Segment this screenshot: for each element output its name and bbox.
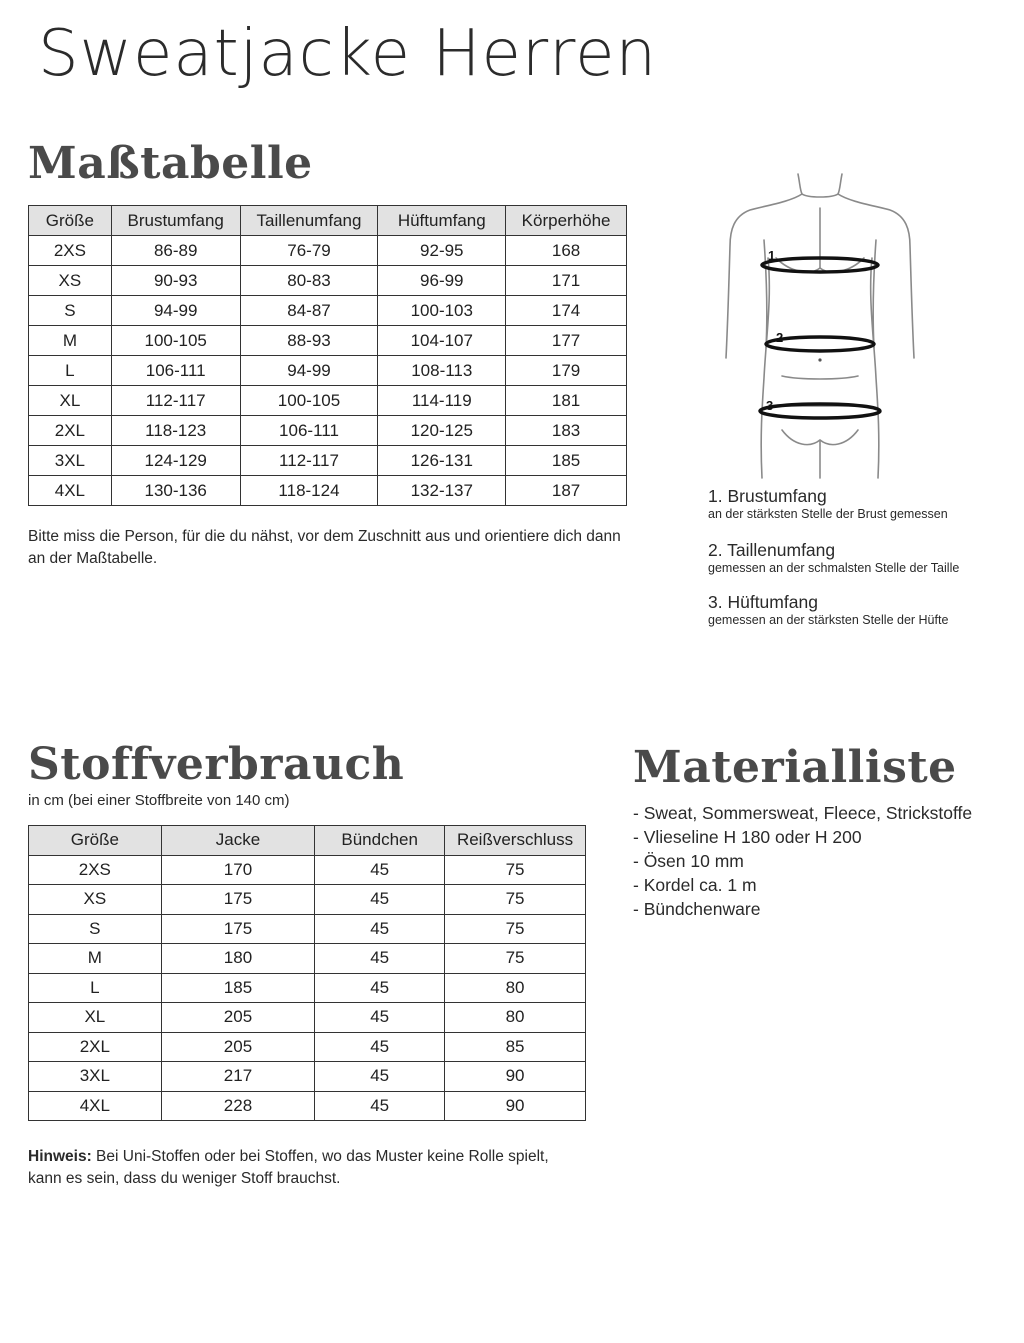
table-row [29,386,627,416]
table-cell: 130-136 [111,476,240,506]
table-row [29,476,627,506]
table-cell: 100-105 [240,386,378,416]
table-cell: L [29,973,162,1003]
table-cell: 187 [506,476,627,506]
table-cell: 80-83 [240,266,378,296]
table-cell: 94-99 [111,296,240,326]
torso-outline [726,174,914,478]
page-title: Sweatjacke Herren [38,17,657,91]
table-cell: 185 [161,973,315,1003]
table-cell: 174 [506,296,627,326]
table-row [29,1032,586,1062]
table-cell: 76-79 [240,236,378,266]
legend-item-chest [708,486,948,522]
table-cell: 132-137 [378,476,506,506]
materials-list [633,801,972,921]
column-header: Größe [29,826,162,856]
fabric-subtitle: in cm (bei einer Stoffbreite von 140 cm) [28,792,290,809]
table-cell: 75 [445,885,586,915]
table-header-row [29,826,586,856]
table-cell: M [29,944,162,974]
legend-item-hip [708,592,948,628]
table-cell: 181 [506,386,627,416]
table-cell: 180 [161,944,315,974]
table-cell: 171 [506,266,627,296]
fabric-usage-table [28,825,586,1121]
table-row [29,416,627,446]
table-cell: 45 [315,914,445,944]
legend-desc: gemessen an der schmalsten Stelle der Taille [708,561,960,575]
legend-item-waist [708,540,959,576]
table-row [29,236,627,266]
hint-label: Hinweis: [28,1148,92,1165]
table-row [29,1062,586,1092]
table-cell: 168 [506,236,627,266]
table-cell: 108-113 [378,356,506,386]
table-cell: 85 [445,1032,586,1062]
table-row [29,973,586,1003]
table-cell: 45 [315,1032,445,1062]
fabric-heading: Stoffverbrauch [28,739,405,790]
table-cell: 2XL [29,416,112,446]
table-row [29,356,627,386]
table-cell: 80 [445,1003,586,1033]
table-row [29,855,586,885]
size-chart-heading: Maßtabelle [28,138,313,189]
material-item: - Bündchenware [633,899,761,919]
table-cell: 228 [161,1091,315,1121]
table-row [29,885,586,915]
table-cell: 2XS [29,236,112,266]
table-cell: 185 [506,446,627,476]
table-cell: S [29,914,162,944]
table-cell: 45 [315,855,445,885]
column-header: Reißverschluss [445,826,586,856]
column-header: Taillenumfang [240,206,378,236]
table-cell: 45 [315,1062,445,1092]
material-item: - Sweat, Sommersweat, Fleece, Strickstoffe [633,803,973,823]
table-cell: 175 [161,885,315,915]
table-cell: 4XL [29,476,112,506]
legend-title: 3. Hüftumfang [708,592,818,612]
navel-dot [818,358,821,361]
table-cell: 90-93 [111,266,240,296]
table-cell: XL [29,1003,162,1033]
table-cell: 106-111 [240,416,378,446]
table-cell: 170 [161,855,315,885]
table-cell: 3XL [29,446,112,476]
column-header: Größe [29,206,112,236]
table-cell: 205 [161,1003,315,1033]
table-cell: 45 [315,1003,445,1033]
table-cell: 84-87 [240,296,378,326]
size-chart-table [28,205,627,506]
table-cell: S [29,296,112,326]
table-cell: 100-105 [111,326,240,356]
material-item: - Kordel ca. 1 m [633,875,757,895]
marker-3: 3 [766,398,774,413]
table-cell: 45 [315,973,445,1003]
materials-heading: Materialliste [633,742,957,793]
table-cell: 126-131 [378,446,506,476]
column-header: Bündchen [315,826,445,856]
table-cell: L [29,356,112,386]
table-cell: XL [29,386,112,416]
table-cell: 90 [445,1091,586,1121]
material-item: - Vlieseline H 180 oder H 200 [633,827,862,847]
table-row [29,326,627,356]
table-row [29,914,586,944]
table-cell: 114-119 [378,386,506,416]
table-cell: 45 [315,885,445,915]
table-cell: 75 [445,855,586,885]
table-cell: 80 [445,973,586,1003]
table-cell: 205 [161,1032,315,1062]
table-cell: 177 [506,326,627,356]
legend-desc: gemessen an der stärksten Stelle der Hüfte [708,613,949,627]
table-row [29,296,627,326]
table-cell: 112-117 [240,446,378,476]
table-row [29,1003,586,1033]
table-cell: XS [29,885,162,915]
hint-text: Bei Uni-Stoffen oder bei Stoffen, wo das Muster keine Rolle spielt, kann es sein, dass du weniger Stoff brauchst. [28,1148,549,1187]
marker-2: 2 [776,330,784,345]
legend-desc: an der stärksten Stelle der Brust gemessen [708,507,948,521]
table-cell: 90 [445,1062,586,1092]
table-row [29,944,586,974]
table-cell: 112-117 [111,386,240,416]
column-header: Brustumfang [111,206,240,236]
table-cell: 100-103 [378,296,506,326]
table-cell: 92-95 [378,236,506,266]
body-measurement-figure [720,168,920,484]
table-cell: 179 [506,356,627,386]
table-cell: 124-129 [111,446,240,476]
table-cell: 2XS [29,855,162,885]
table-cell: M [29,326,112,356]
column-header: Hüftumfang [378,206,506,236]
table-cell: 86-89 [111,236,240,266]
column-header: Körperhöhe [506,206,627,236]
table-row [29,266,627,296]
table-cell: 4XL [29,1091,162,1121]
size-chart-note: Bitte miss die Person, für die du nähst, vor dem Zuschnitt aus und orientiere dich dann an der Maßtabelle. [28,528,621,567]
table-cell: 94-99 [240,356,378,386]
table-cell: 104-107 [378,326,506,356]
table-cell: 118-124 [240,476,378,506]
table-cell: 45 [315,1091,445,1121]
marker-1: 1 [768,248,776,263]
table-cell: 120-125 [378,416,506,446]
table-cell: 118-123 [111,416,240,446]
material-item: - Ösen 10 mm [633,851,744,871]
table-cell: 75 [445,914,586,944]
table-cell: 75 [445,944,586,974]
table-cell: 106-111 [111,356,240,386]
fabric-hint [28,1146,568,1190]
legend-title: 2. Taillenumfang [708,540,836,560]
table-cell: 183 [506,416,627,446]
table-row [29,1091,586,1121]
table-cell: XS [29,266,112,296]
table-header-row [29,206,627,236]
table-cell: 2XL [29,1032,162,1062]
table-cell: 45 [315,944,445,974]
table-cell: 96-99 [378,266,506,296]
table-cell: 3XL [29,1062,162,1092]
table-cell: 88-93 [240,326,378,356]
table-cell: 217 [161,1062,315,1092]
column-header: Jacke [161,826,315,856]
table-row [29,446,627,476]
table-cell: 175 [161,914,315,944]
legend-title: 1. Brustumfang [708,486,827,506]
